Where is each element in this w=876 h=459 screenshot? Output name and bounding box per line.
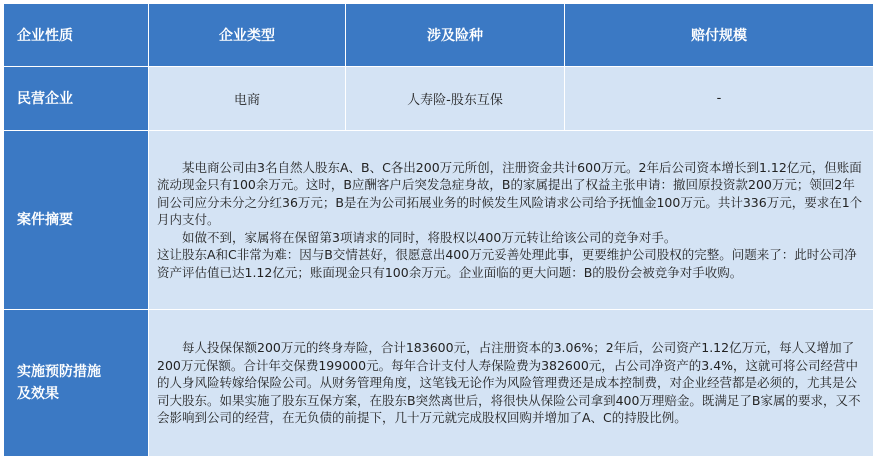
cell-payout-scale: - xyxy=(565,67,874,131)
header-enterprise-nature: 企业性质 xyxy=(4,4,149,67)
row-label-case-summary: 案件摘要 xyxy=(4,131,149,310)
case-summary-paragraph-3: 这让股东A和C非常为难：因与B交情甚好，很愿意出400万元妥善处理此事，更要维护公司股权的完整。问题来了：此时公司净资产评估值已达1.12亿元；账面现金只有100余万元。企业面临的更大问题：B的股份会被竞争对手收购。 xyxy=(157,247,857,280)
row-label-measures-effects xyxy=(4,310,149,457)
cell-enterprise-type: 电商 xyxy=(149,67,346,131)
header-payout-scale: 赔付规模 xyxy=(565,4,874,67)
row-label-line-2: 及效果 xyxy=(17,386,59,402)
row-label-line-1: 实施预防措施 xyxy=(17,364,101,380)
cell-insurance-type: 人寿险-股东互保 xyxy=(346,67,565,131)
header-row xyxy=(4,4,874,67)
measures-paragraph: 每人投保保额200万元的终身寿险，合计183600元，占注册资本的3.06%；2年后，公司资产1.12亿万元，每人又增加了200万元保额。合计年交保费199000元。每年合计支付人寿保险费为382600元，占公司净资产的3.4%，这就可将公司经营中的人身风险转嫁给保险公司。从财务管理角度，这笔钱无论作为风险管理费还是成本控制费，对企业经营都是必须的，尤其是公司大股东。如果实施了股东互保方案，在股东B突然离世后，将很快从保险公司拿到400万理赔金。既满足了B家属的要求，又不会影响到公司的经营，在无负债的前提下，几十万元就完成股权回购并增加了A、C的持股比例。 xyxy=(157,340,861,426)
table-row xyxy=(4,67,874,131)
row-label-private-enterprise: 民营企业 xyxy=(4,67,149,131)
table-row xyxy=(4,131,874,310)
measures-effects-text xyxy=(149,310,874,457)
case-table xyxy=(3,3,874,457)
header-insurance-type: 涉及险种 xyxy=(346,4,565,67)
case-summary-paragraph-1: 某电商公司由3名自然人股东A、B、C各出200万元所创，注册资金共计600万元。2年后公司资本增长到1.12亿元，但账面流动现金只有100余万元。这时，B应酬客户后突发急症身故，B的家属提出了权益主张申请：撤回原投资款200万元；领回2年间公司应分未分之分红36万元；B是在为公司拓展业务的时候发生风险请求公司给予抚恤金100万元。共计336万元，要求在1个月内支付。 xyxy=(157,159,863,228)
header-enterprise-type: 企业类型 xyxy=(149,4,346,67)
case-summary-text xyxy=(149,131,874,310)
table-row xyxy=(4,310,874,457)
case-summary-paragraph-2: 如做不到，家属将在保留第3项请求的同时，将股权以400万元转让给该公司的竞争对手。 xyxy=(182,229,677,245)
